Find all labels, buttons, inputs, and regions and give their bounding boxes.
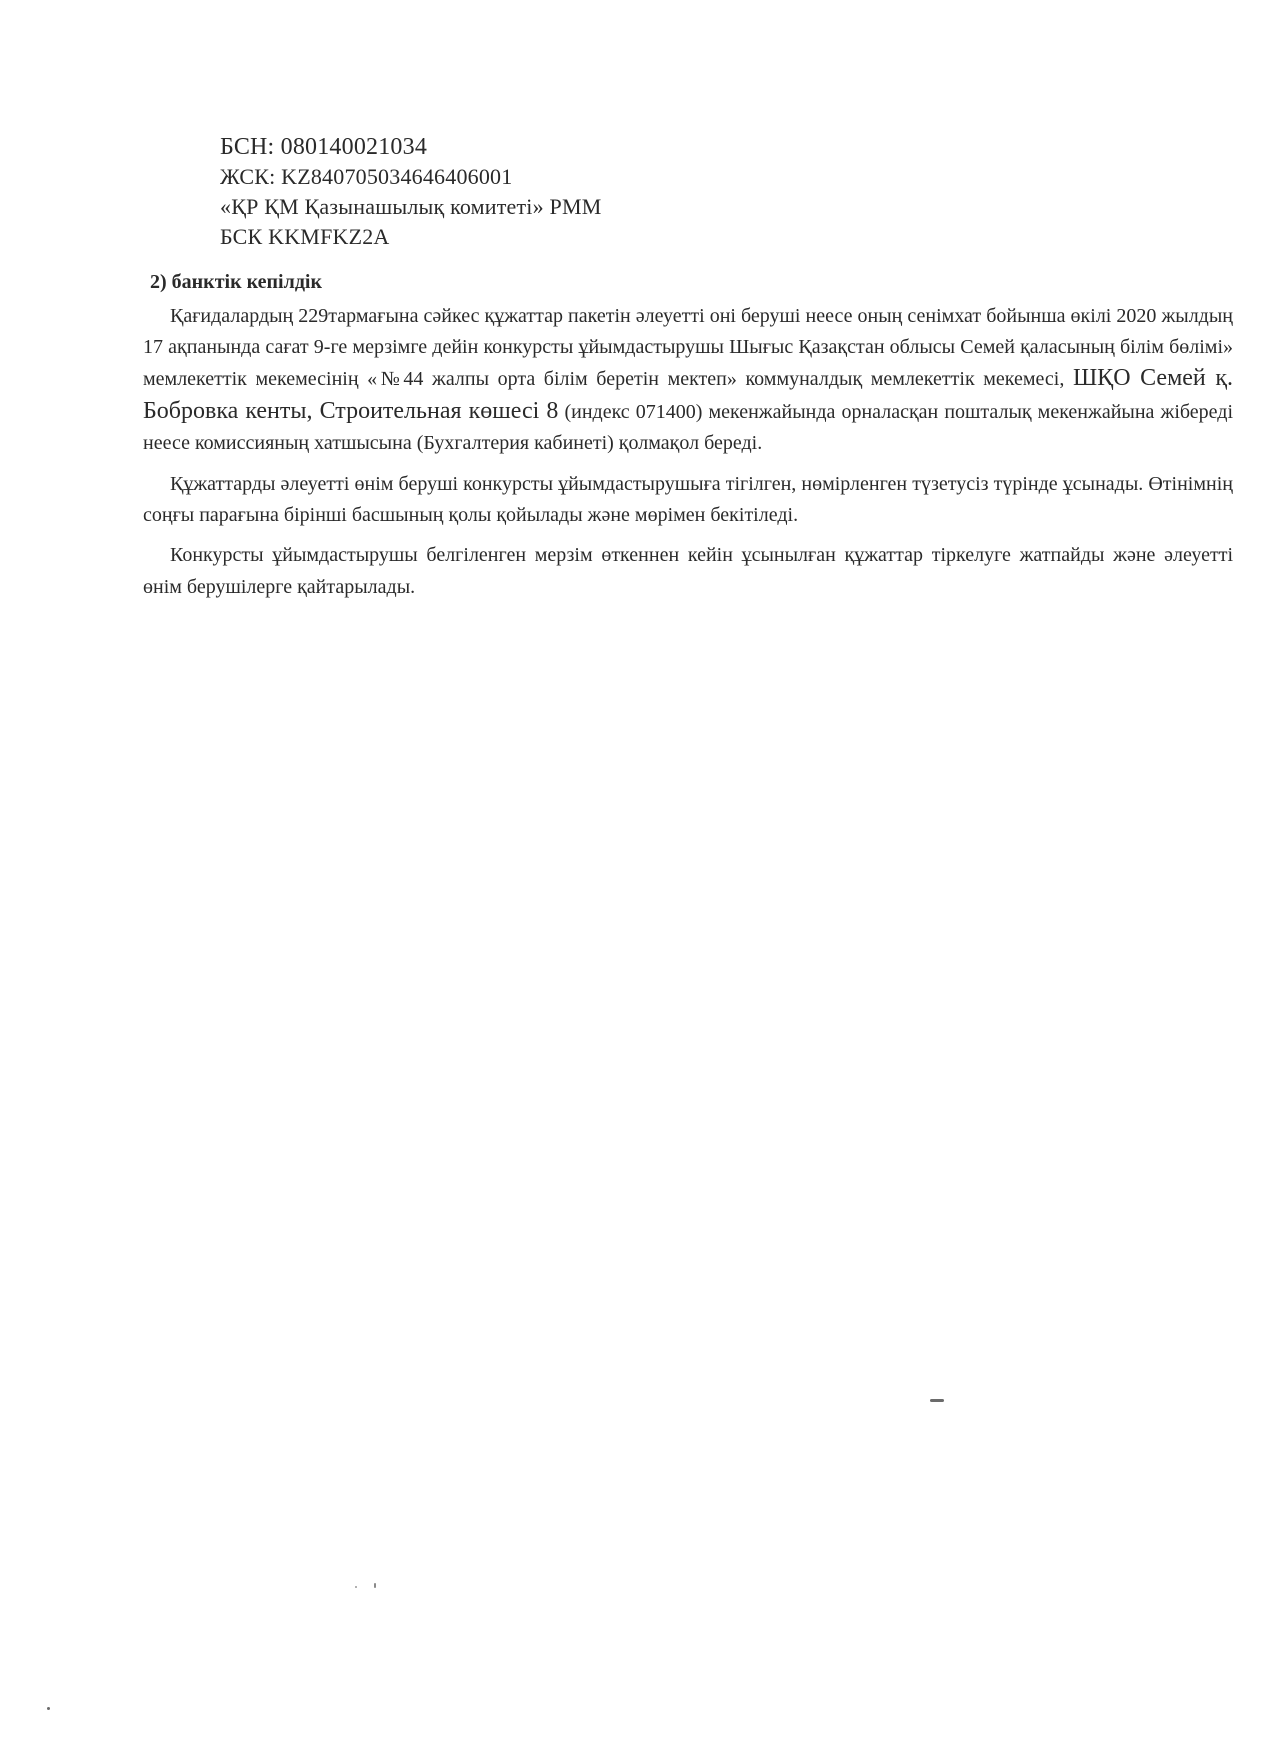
scan-speck (374, 1583, 376, 1588)
scan-speck (355, 1586, 357, 1588)
paragraph-submission-part2: (индекс 071400) мекенжайында орналасқан пошталық мекенжайына жібереді неесе комиссияның хатшысына (Бухгалтерия кабинеті) қолмақол береді. (143, 400, 1234, 454)
section-title: 2) банктік кепілдік (150, 271, 323, 293)
bik-line: БСК KKMFKZ2A (220, 224, 390, 249)
paragraph-submission (143, 301, 1233, 459)
paragraph-submission-part1: Қағидалардың 229тармағына сәйкес құжаттар пакетін әлеуетті оні беруші неесе оның сенімхат бойынша өкілі 2020 жылдың 17 ақпанында сағат 9-ге мерзімге дейін конкурсты ұйымдастырушы Шығыс Қазақстан облысы Семей қаласының білім бөлімі» мемлекеттік мекемесінің «№44 жалпы орта білім беретін мектеп» коммуналдық мемлекеттік мекемесі, (143, 305, 1233, 391)
scan-speck (930, 1399, 944, 1402)
scan-speck (47, 1707, 50, 1710)
paragraph-deadline: Конкурсты ұйымдастырушы белгіленген мерзім өткеннен кейін ұсынылған құжаттар тіркелуге жатпайды және әлеуетті өнім берушілерге қайтарылады. (143, 544, 1233, 598)
iik-line: ЖСК: KZ840705034646406001 (220, 164, 513, 189)
address-emphasis: ШҚО Семей қ. Бобровка кенты, Строительная көшесі 8 (143, 365, 1234, 424)
bin-line: БСН: 080140021034 (220, 134, 428, 160)
paragraph-documents: Құжаттарды әлеуетті өнім беруші конкурсты ұйымдастырушыға тігілген, нөмірленген түзетусіз түрінде ұсынады. Өтінімнің соңғы парағына бірінші басшының қолы қойылады және мөрімен бекітіледі. (143, 473, 1233, 527)
bank-details (220, 132, 1020, 252)
body-text (143, 301, 1233, 603)
bank-name-line: «ҚР ҚМ Қазынашылық комитеті» РММ (220, 194, 602, 219)
